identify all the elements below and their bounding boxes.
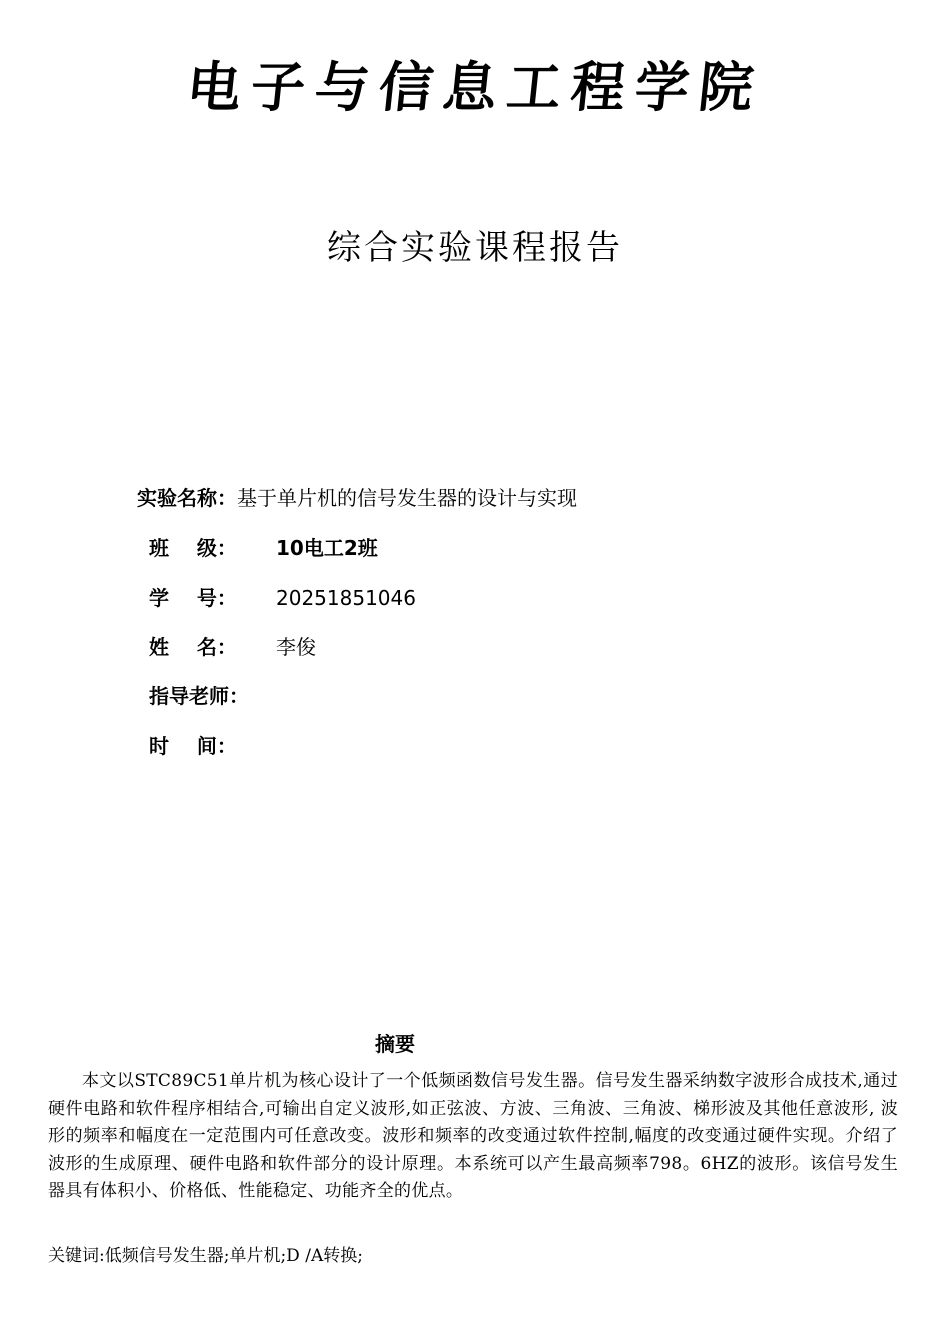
advisor-row (149, 681, 249, 711)
class-row (149, 533, 378, 563)
keywords-line: 关键词:低频信号发生器;单片机;D /A转换; (48, 1246, 363, 1266)
advisor-label: 指导老师： (149, 684, 249, 708)
report-title: 综合实验课程报告 (327, 228, 623, 268)
student-id-row (149, 583, 416, 613)
student-id-label: 学 号： (149, 586, 237, 610)
time-row (149, 731, 276, 761)
time-label: 时 间： (149, 734, 237, 758)
abstract-title: 摘要 (375, 1032, 415, 1056)
student-name-label: 姓 名： (149, 635, 237, 659)
abstract-body: 本文以STC89C51单片机为核心设计了一个低频函数信号发生器。信号发生器采纳数字波形合成技术,通过硬件电路和软件程序相结合,可输出自定义波形,如正弦波、方波、三角波、三角波、梯形波及其他任意波形, 波形的频率和幅度在一定范围内可任意改变。波形和频率的改变通过软件控制,幅度的改变通过硬件实现。介绍了波形的生成原理、硬件电路和软件部分的设计原理。本系统可以产生最高频率798。6HZ的波形。该信号发生器具有体积小、价格低、性能稳定、功能齐全的优点。 (48, 1071, 898, 1201)
class-label: 班 级： (149, 536, 237, 560)
student-name-row (149, 632, 316, 662)
experiment-name-row (137, 483, 577, 513)
student-name-value: 李俊 (276, 635, 316, 659)
experiment-name-value: 基于单片机的信号发生器的设计与实现 (237, 486, 577, 510)
experiment-name-label: 实验名称： (137, 486, 237, 510)
school-name: 电子与信息工程学院 (183, 56, 767, 119)
student-id-value: 20251851046 (276, 586, 416, 610)
class-value: 10电工2班 (276, 536, 378, 560)
